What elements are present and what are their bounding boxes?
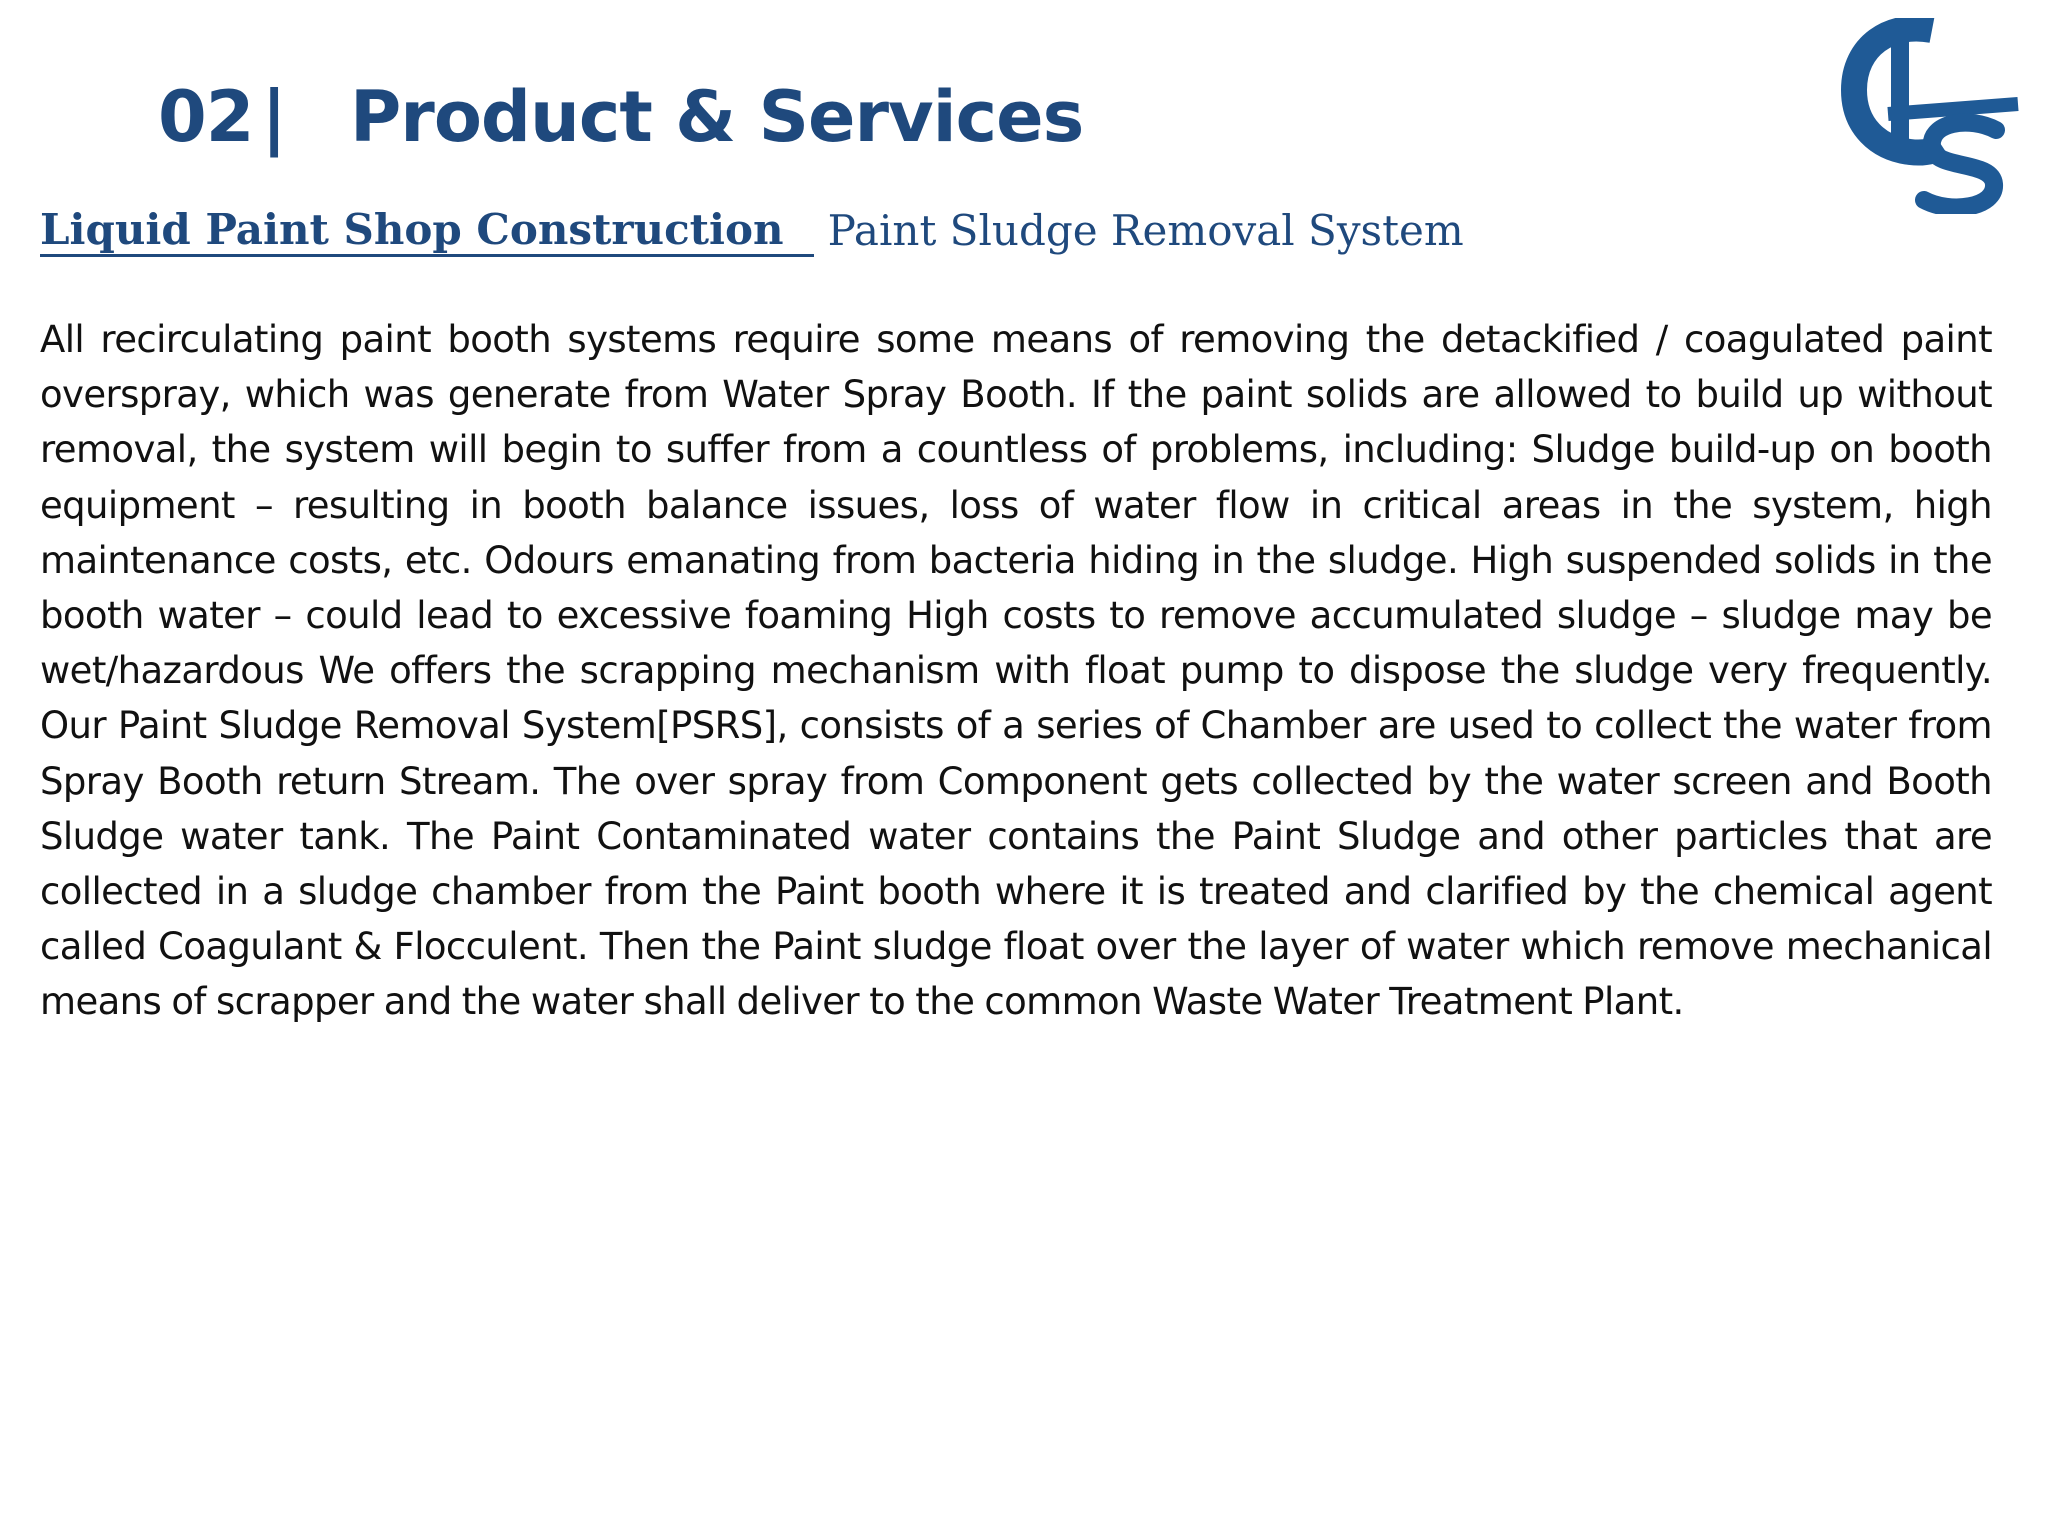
title-separator: | (261, 76, 286, 158)
subheading (40, 200, 1464, 262)
subheading-subtitle: Paint Sludge Removal System (827, 206, 1464, 255)
category-link[interactable]: Liquid Paint Shop Construction (40, 206, 814, 257)
body-paragraph: All recirculating paint booth systems require some means of removing the detackified / coagulated paint overspray, which was generate from Water Spray Booth. If the paint solids are allowed to build up without removal, the system will begin to suffer from a countless of problems, including: Sludge build-up on booth equipment – resulting in booth balance issues, loss of water flow in critical areas in the system, high maintenance costs, etc. Odours emanating from bacteria hiding in the sludge. High suspended solids in the booth water – could lead to excessive foaming High costs to remove accumulated sludge – sludge may be wet/hazardous We offers the scrapping mechanism with float pump to dispose the sludge very frequently. Our Paint Sludge Removal System[PSRS], consists of a series of Chamber are used to collect the water from Spray Booth return Stream. The over spray from Component gets collected by the water screen and Booth Sludge water tank. The Paint Contaminated water contains the Paint Sludge and other particles that are collected in a sludge chamber from the Paint booth where it is treated and clarified by the chemical agent called Coagulant & Flocculent. Then the Paint sludge float over the layer of water which remove mechanical means of scrapper and the water shall deliver to the common Waste Water Treatment Plant. (40, 318, 1992, 1024)
page-title (158, 62, 1083, 172)
section-title: Product & Services (350, 76, 1084, 158)
cfs-logo-icon (1840, 18, 2020, 214)
section-number: 02 (158, 76, 254, 158)
